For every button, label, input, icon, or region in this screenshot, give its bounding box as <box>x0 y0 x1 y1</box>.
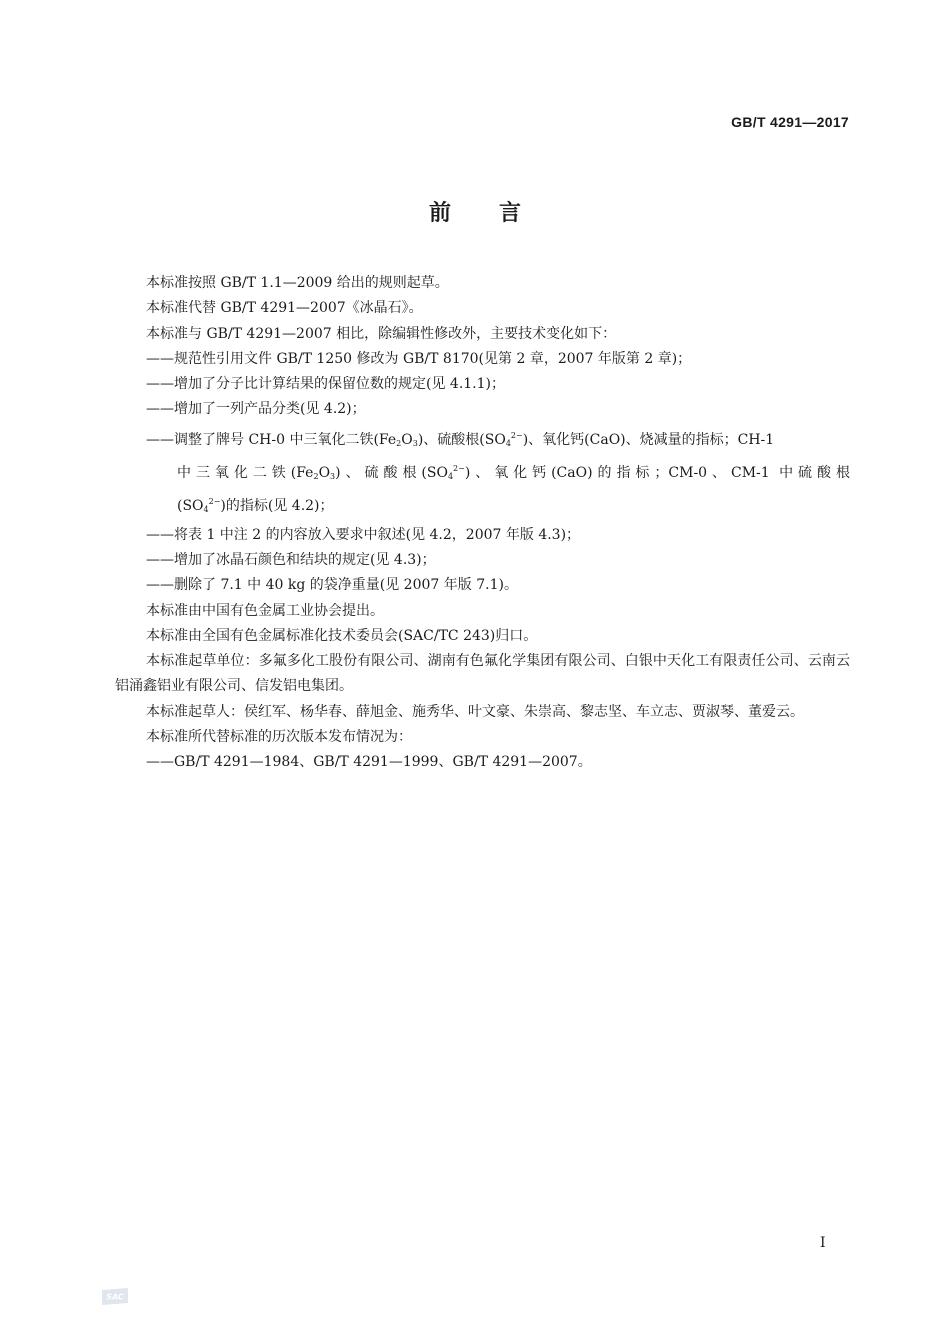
text-run: )、硫酸根(SO <box>335 465 448 482</box>
subscript: 4 <box>203 505 209 515</box>
text-run: )、氧化钙(CaO)、烧减量的指标；CH-1 <box>522 431 775 448</box>
subscript: 2 <box>313 472 319 482</box>
paragraph-history-intro: 本标准所代替标准的历次版本发布情况为： <box>146 729 412 746</box>
page-title: 前言 <box>428 201 569 226</box>
page-number: I <box>820 1235 826 1251</box>
sac-logo-icon <box>100 1287 130 1306</box>
text-run: )的指标(见 4.2)； <box>220 498 334 515</box>
justified-line <box>177 456 850 489</box>
standard-code: GB/T 4291—2017 <box>731 114 849 130</box>
text-run: (SO <box>177 498 204 515</box>
paragraph-drafting-rules: 本标准按照 GB/T 1.1—2009 给出的规则起草。 <box>146 275 449 291</box>
subscript: 3 <box>412 438 418 448</box>
superscript: 2− <box>453 464 465 474</box>
foreword-body <box>115 271 850 776</box>
paragraph-drafting-units: 本标准起草单位：多氟多化工股份有限公司、湖南有色氟化学集团有限公司、白银中天化工有限责任公司、云南云铝涌鑫铝业有限公司、信发铝电集团。 <box>115 653 850 695</box>
logo-text: SAC <box>106 1292 124 1302</box>
subscript: 4 <box>447 472 454 482</box>
text-run: ——调整了牌号 CH-0 中三氧化二铁(Fe <box>146 431 397 448</box>
change-item-table-note: ——将表 1 中注 2 的内容放入要求中叙述(见 4.2，2007 年版 4.3)； <box>146 526 581 543</box>
text-run: )、氧化钙(CaO)的指标；CM-0、CM-1 中硫酸根 <box>464 465 850 482</box>
paragraph-proposer: 本标准由中国有色金属工业协会提出。 <box>146 602 384 619</box>
superscript: 2− <box>510 430 523 440</box>
change-item-references: ——规范性引用文件 GB/T 1250 修改为 GB/T 8170(见第 2 章，2007 年版第 2 章)； <box>146 350 692 367</box>
change-item-product-class: ——增加了一列产品分类(见 4.2)； <box>146 401 366 418</box>
paragraph-replaces: 本标准代替 GB/T 4291—2007《冰晶石》。 <box>146 300 423 317</box>
text-run: O <box>318 465 331 482</box>
paragraph-drafters: 本标准起草人：侯红军、杨华春、薛旭金、施秀华、叶文豪、朱崇高、黎志坚、车立志、贾淑琴、董爱云。 <box>146 703 804 720</box>
text-run: 中三氧化二铁(Fe <box>177 465 314 482</box>
subscript: 4 <box>505 438 511 448</box>
text-run: O <box>401 431 413 448</box>
text-run: )、硫酸根(SO <box>417 431 506 448</box>
change-item-color-caking: ——增加了冰晶石颜色和结块的规定(见 4.3)； <box>146 551 436 568</box>
superscript: 2− <box>208 497 221 507</box>
paragraph-committee: 本标准由全国有色金属标准化技术委员会(SAC/TC 243)归口。 <box>146 627 538 644</box>
subscript: 3 <box>330 472 336 482</box>
change-item-molecular-ratio: ——增加了分子比计算结果的保留位数的规定(见 4.1.1)； <box>146 376 505 393</box>
history-item: ——GB/T 4291—1984、GB/T 4291—1999、GB/T 4291—2007。 <box>146 754 592 771</box>
change-item-bag-weight: ——删除了 7.1 中 40 kg 的袋净重量(见 2007 年版 7.1)。 <box>146 577 518 594</box>
subscript: 2 <box>396 438 402 448</box>
paragraph-changes-intro: 本标准与 GB/T 4291—2007 相比，除编辑性修改外，主要技术变化如下： <box>146 325 617 342</box>
change-item-adjusted-indicators <box>115 423 850 523</box>
